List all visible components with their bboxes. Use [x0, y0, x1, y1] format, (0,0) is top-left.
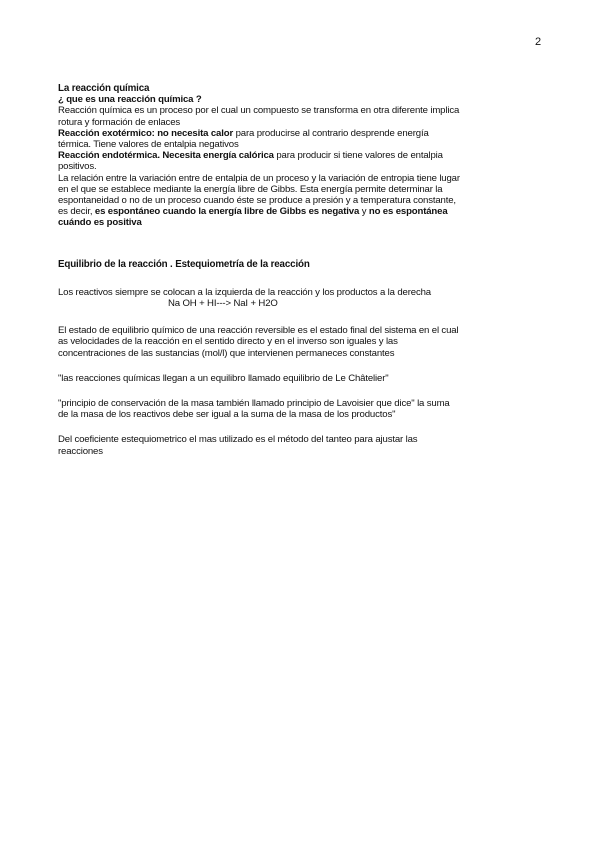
endotermico-line-2: positivos.	[58, 161, 97, 173]
gibbs-connector: y	[359, 206, 369, 218]
section-title-equilibrio: Equilibrio de la reacción . Estequiometría de la reacción	[58, 258, 310, 270]
spacer	[58, 384, 548, 398]
gibbs-spontaneous: es espontáneo cuando la energía libre de Gibbs es negativa	[94, 206, 360, 218]
coeficiente-line-2: reacciones	[58, 445, 103, 457]
definition-line-2: rotura y formación de enlaces	[58, 116, 181, 128]
gibbs-line-3: espontaneidad o no de un proceso cuando éste se produce a presión y a temperatura constante,	[58, 195, 456, 207]
exotermico-line-1	[58, 128, 548, 139]
document-body	[58, 83, 548, 457]
endotermico-line-1	[58, 150, 548, 161]
definition-line-1: Reacción química es un proceso por el cual un compuesto se transforma en otra diferente implica	[58, 105, 460, 117]
reactivos-line: Los reactivos siempre se colocan a la izquierda de la reacción y los productos a la derecha	[58, 286, 431, 298]
spacer	[58, 309, 548, 325]
gibbs-not-spontaneous: no es espontánea	[368, 206, 448, 218]
exotermico-line-2: térmica. Tiene valores de entalpia negativos	[58, 139, 239, 151]
spacer	[58, 420, 548, 434]
spacer	[58, 359, 548, 373]
gibbs-line-1: La relación entre la variación entre de entalpia de un proceso y la variación de entropia tiene lugar	[58, 172, 460, 184]
endotermico-text: para producir si tiene valores de entalpia	[276, 150, 443, 162]
spacer	[58, 229, 548, 259]
page-number: 2	[535, 36, 542, 48]
gibbs-line-5: cuándo es positiva	[58, 217, 142, 229]
section-question: ¿ que es una reacción química ?	[58, 94, 202, 106]
equilibrio-line-2: as velocidades de la reacción en el sentido directo y en el inverso son iguales y las	[58, 336, 398, 348]
equilibrio-line-1: El estado de equilibrio químico de una reacción reversible es el estado final del sistema en el cual	[58, 325, 459, 337]
lavoisier-line-1: "principio de conservación de la masa también llamado principio de Lavoisier que dice" la suma	[58, 398, 450, 410]
section-title-reaccion: La reacción química	[58, 83, 150, 94]
equilibrio-line-3: concentraciones de las sustancias (mol/l) que intervienen permaneces constantes	[58, 347, 395, 359]
gibbs-lead: es decir,	[58, 206, 95, 218]
exotermico-text: para producirse al contrario desprende energía	[235, 127, 429, 139]
exotermico-term: Reacción exotérmico: no necesita calor	[58, 127, 236, 139]
gibbs-line-4	[58, 206, 548, 217]
coeficiente-line-1: Del coeficiente estequiometrico el mas utilizado es el método del tanteo para ajustar las	[58, 434, 418, 446]
chemical-equation: Na OH + HI---> NaI + H2O	[168, 298, 278, 310]
gibbs-line-2: en el que se establece mediante la energía libre de Gibbs. Esta energía permite determinar la	[58, 183, 443, 195]
lavoisier-line-2: de la masa de los reactivos debe ser igual a la suma de la masa de los productos"	[58, 409, 396, 421]
chatelier-quote: "las reacciones químicas llegan a un equilibro llamado equilibrio de Le Châtelier"	[58, 372, 389, 384]
endotermico-term: Reacción endotérmica. Necesita energía calórica	[58, 150, 277, 162]
spacer	[58, 270, 548, 287]
